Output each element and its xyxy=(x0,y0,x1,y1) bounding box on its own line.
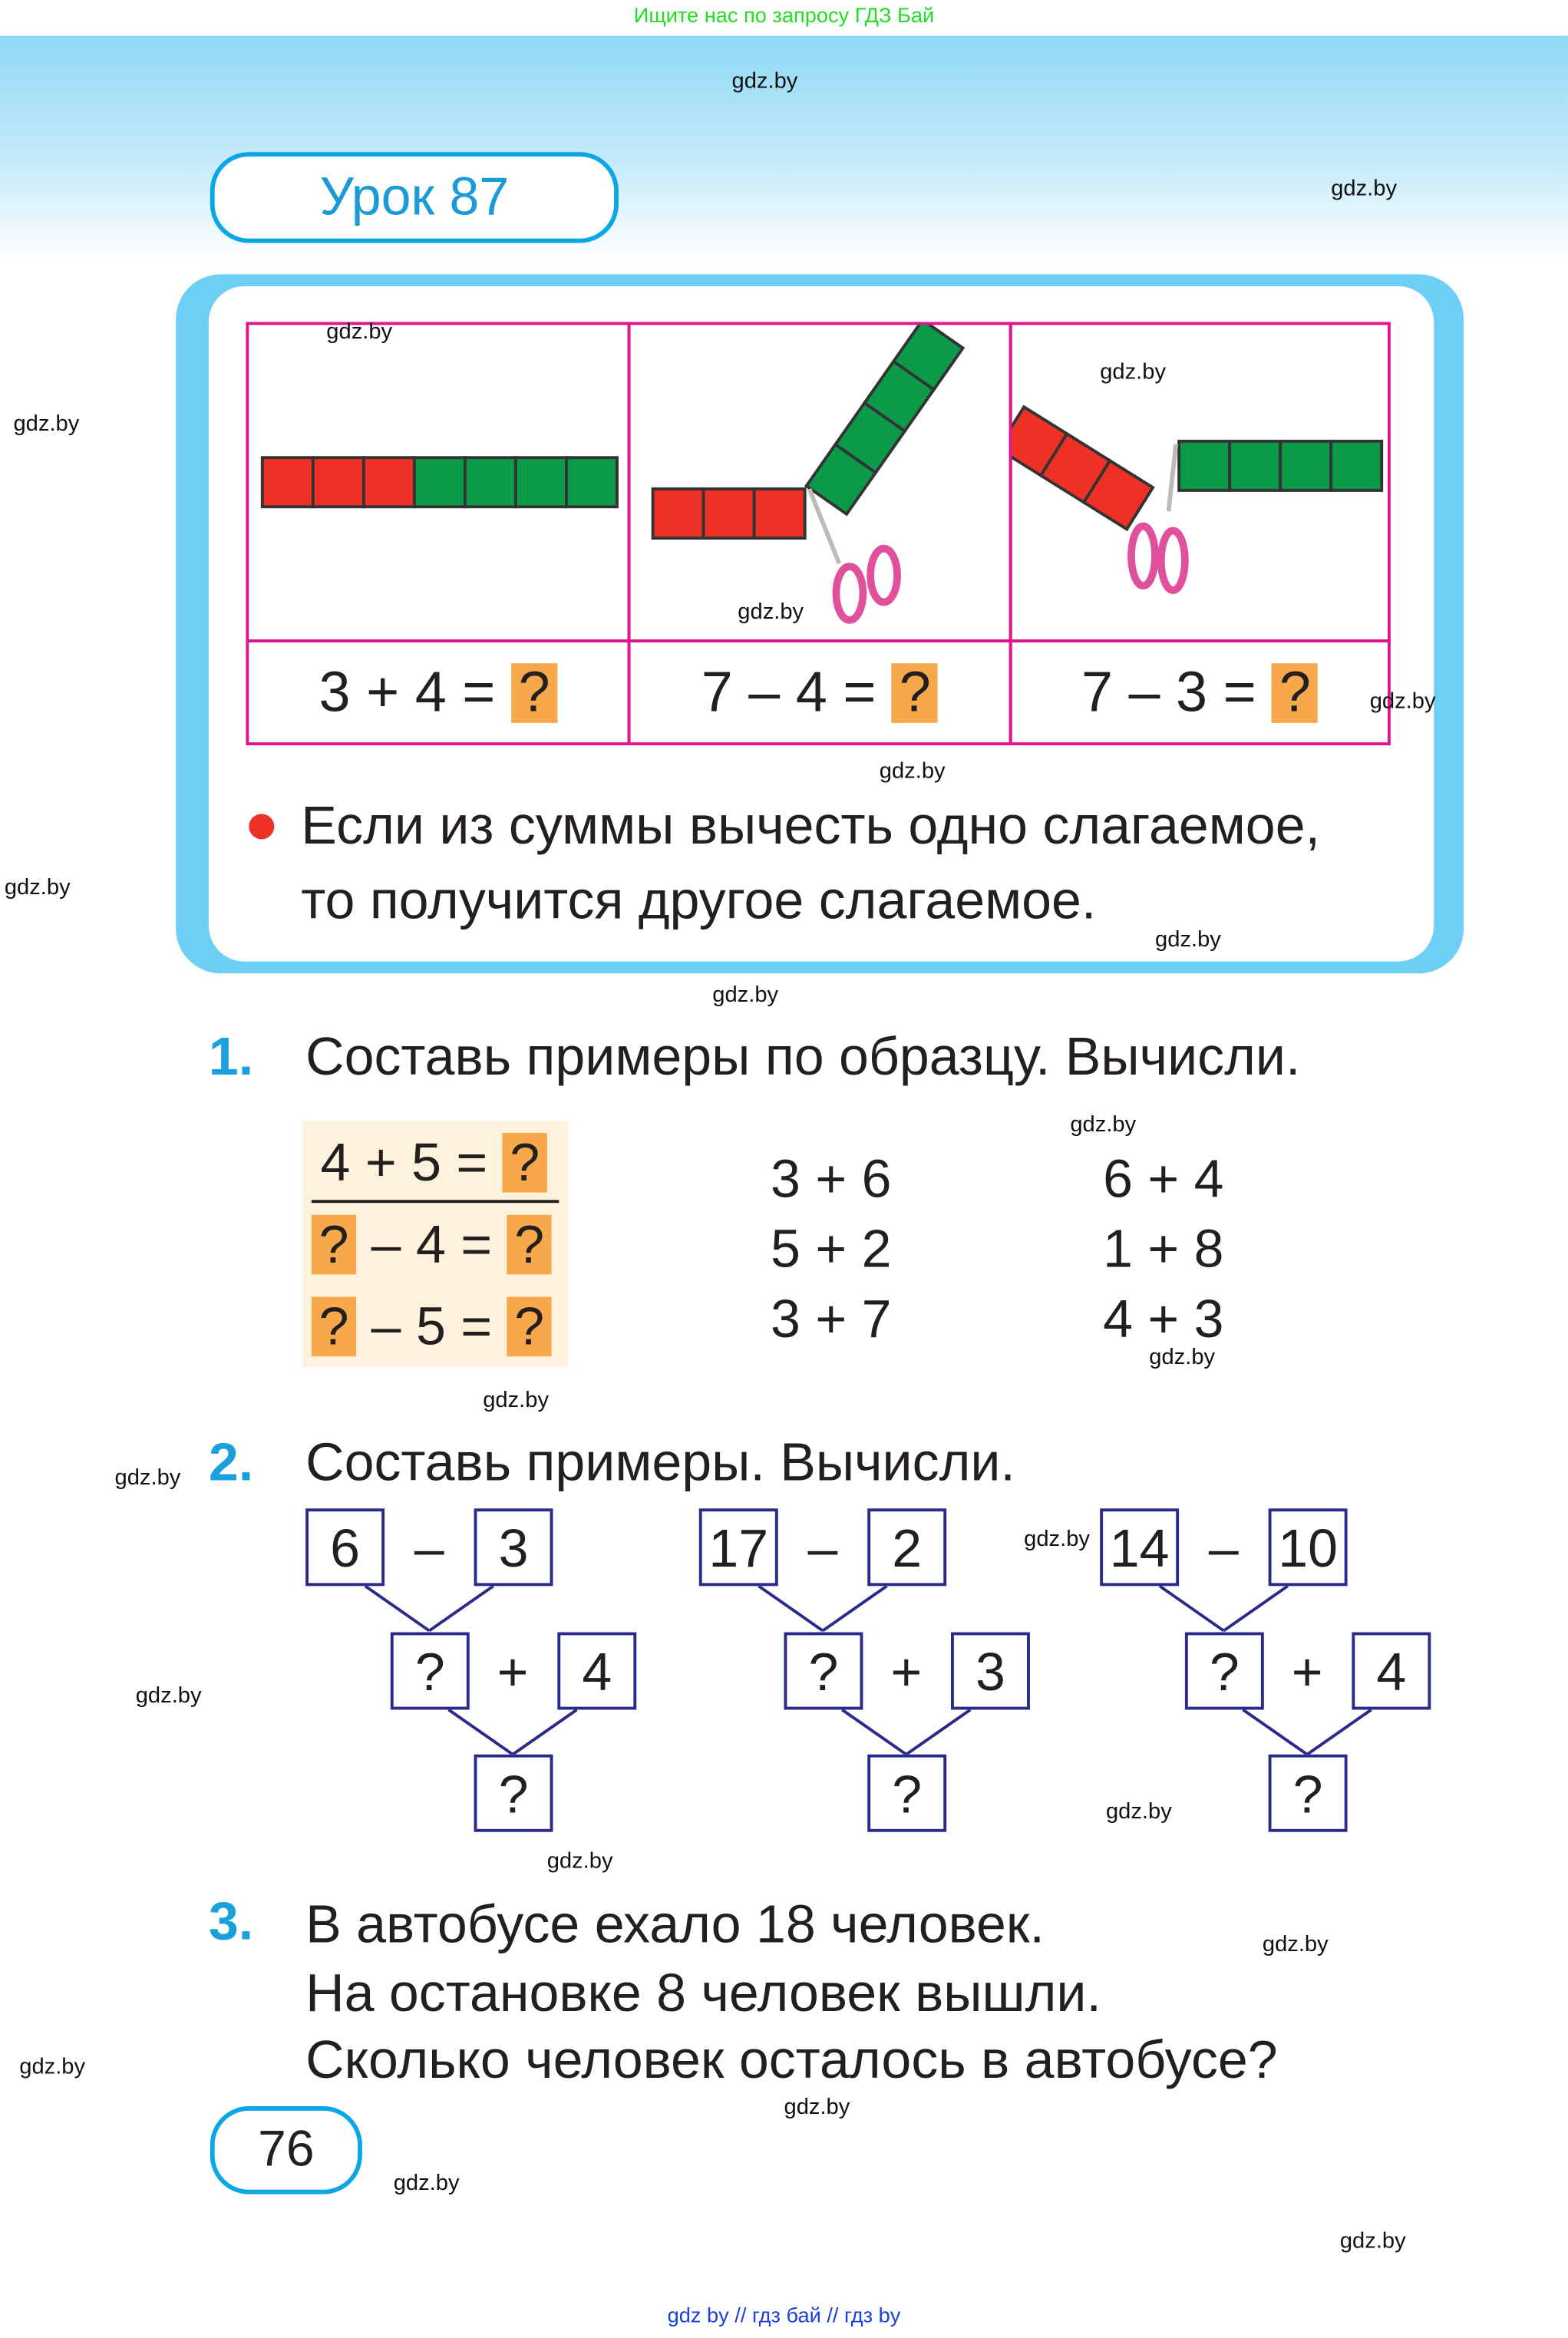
watermark: gdz.by xyxy=(1070,1111,1137,1138)
watermark: gdz.by xyxy=(738,599,804,625)
watermark: gdz.by xyxy=(546,1848,613,1874)
watermark: gdz.by xyxy=(712,982,779,1008)
watermark: gdz.by xyxy=(1105,1798,1172,1825)
number-box: 2 xyxy=(867,1508,946,1586)
cell-image-2 xyxy=(628,322,1012,642)
watermark: gdz.by xyxy=(731,68,798,94)
watermark: gdz.by xyxy=(1024,1526,1090,1552)
operator: – xyxy=(414,1517,444,1579)
number-box: 17 xyxy=(699,1508,778,1586)
answer-box[interactable]: ? xyxy=(1185,1632,1264,1709)
number-tree xyxy=(699,1508,1087,1836)
answer-box[interactable]: ? xyxy=(784,1632,863,1709)
rule-line-2: то получится другое слагаемое. xyxy=(301,869,1097,930)
watermark: gdz.by xyxy=(4,874,71,900)
rule-line-1: Если из суммы вычесть одно слагаемое, xyxy=(301,794,1321,856)
watermark: gdz.by xyxy=(19,2054,86,2080)
answer-box: ? xyxy=(507,1297,552,1357)
equation-3 xyxy=(1009,639,1391,745)
bullet-icon xyxy=(249,814,274,839)
equation-1 xyxy=(246,639,630,745)
answer-box: ? xyxy=(892,663,938,723)
answer-box[interactable]: ? xyxy=(391,1632,470,1709)
watermark: gdz.by xyxy=(1149,1344,1216,1370)
equation-2 xyxy=(628,639,1012,745)
number-box: 4 xyxy=(557,1632,636,1709)
watermark: gdz.by xyxy=(13,411,80,438)
cut-bar-image xyxy=(630,325,1008,639)
task-text: Составь примеры по образцу. Вычисли. xyxy=(305,1025,1301,1087)
number-box: 3 xyxy=(951,1632,1030,1709)
operator: – xyxy=(807,1517,838,1579)
task-text: Составь примеры. Вычисли. xyxy=(305,1431,1015,1492)
number-tree xyxy=(305,1508,693,1836)
number-box: 3 xyxy=(474,1508,553,1586)
answer-box: ? xyxy=(503,1133,547,1193)
sample-box xyxy=(302,1121,568,1366)
answer-box[interactable]: ? xyxy=(1269,1755,1348,1832)
watermark: gdz.by xyxy=(114,1465,181,1491)
exercise: 1 + 8 xyxy=(1103,1217,1224,1280)
watermark: gdz.by xyxy=(1369,689,1436,715)
watermark: gdz.by xyxy=(1331,176,1398,202)
watermark: gdz.by xyxy=(1155,926,1221,953)
task-line: В автобусе ехало 18 человек. xyxy=(305,1893,1045,1954)
task-number: 2. xyxy=(208,1431,254,1492)
watermark: gdz.by xyxy=(135,1683,202,1709)
exercise-column-2 xyxy=(1103,1144,1223,1354)
answer-box: ? xyxy=(511,663,557,723)
watermark: gdz.by xyxy=(393,2170,460,2196)
watermark: gdz.by xyxy=(1262,1931,1329,1957)
operator: – xyxy=(1208,1517,1239,1579)
answer-box[interactable]: ? xyxy=(474,1755,553,1832)
cell-image-1 xyxy=(246,322,630,642)
equation-text: 7 – 3 = xyxy=(1081,662,1256,725)
answer-box: ? xyxy=(507,1215,552,1275)
task-number: 3. xyxy=(208,1890,254,1952)
exercise-column-1 xyxy=(771,1144,891,1354)
answer-box[interactable]: ? xyxy=(867,1755,946,1832)
bar-image-sum xyxy=(249,325,627,639)
task-text xyxy=(305,1890,1278,2093)
illustration-table xyxy=(246,322,1390,745)
page-number: 76 xyxy=(210,2106,362,2194)
task-line: Сколько человек осталось в автобусе? xyxy=(305,2029,1278,2090)
answer-box: ? xyxy=(1272,663,1318,723)
cell-image-3 xyxy=(1009,322,1391,642)
search-banner: Ищите нас по запросу ГДЗ Бай xyxy=(633,2,935,27)
exercise: 4 + 3 xyxy=(1103,1287,1224,1349)
operator: + xyxy=(890,1641,923,1702)
exercise: 3 + 6 xyxy=(771,1148,892,1209)
watermark: gdz.by xyxy=(1100,359,1167,385)
number-box: 6 xyxy=(305,1508,385,1586)
divider xyxy=(312,1200,559,1203)
sample-text: 4 + 5 = xyxy=(320,1131,488,1193)
answer-box: ? xyxy=(312,1215,356,1275)
equation-text: 7 – 4 = xyxy=(701,662,876,725)
watermark: gdz.by xyxy=(784,2094,850,2120)
watermark: gdz.by xyxy=(879,758,946,784)
exercise: 3 + 7 xyxy=(771,1287,892,1349)
equation-text: 3 + 4 = xyxy=(319,662,496,725)
watermark: gdz.by xyxy=(483,1388,550,1414)
watermark: gdz.by xyxy=(326,319,393,345)
sample-text: – 4 = xyxy=(371,1213,493,1275)
lesson-title: Урок 87 xyxy=(210,152,619,243)
cut-bar-image-2 xyxy=(1012,325,1388,639)
exercise: 6 + 4 xyxy=(1103,1148,1224,1209)
scissors-icon xyxy=(810,489,898,620)
number-box: 4 xyxy=(1352,1632,1431,1709)
watermark: gdz.by xyxy=(1339,2228,1406,2254)
scissors-icon xyxy=(1131,444,1185,590)
exercise: 5 + 2 xyxy=(771,1217,892,1280)
task-number: 1. xyxy=(208,1025,254,1087)
operator: + xyxy=(497,1641,529,1702)
number-tree xyxy=(1100,1508,1487,1836)
task-line: На остановке 8 человек вышли. xyxy=(305,1960,1101,2023)
operator: + xyxy=(1291,1641,1323,1702)
answer-box: ? xyxy=(312,1297,356,1357)
sample-text: – 5 = xyxy=(371,1295,493,1357)
number-box: 10 xyxy=(1269,1508,1348,1586)
number-box: 14 xyxy=(1100,1508,1179,1586)
footer-links[interactable]: gdz by // гдз бай // гдз by xyxy=(667,2303,901,2327)
